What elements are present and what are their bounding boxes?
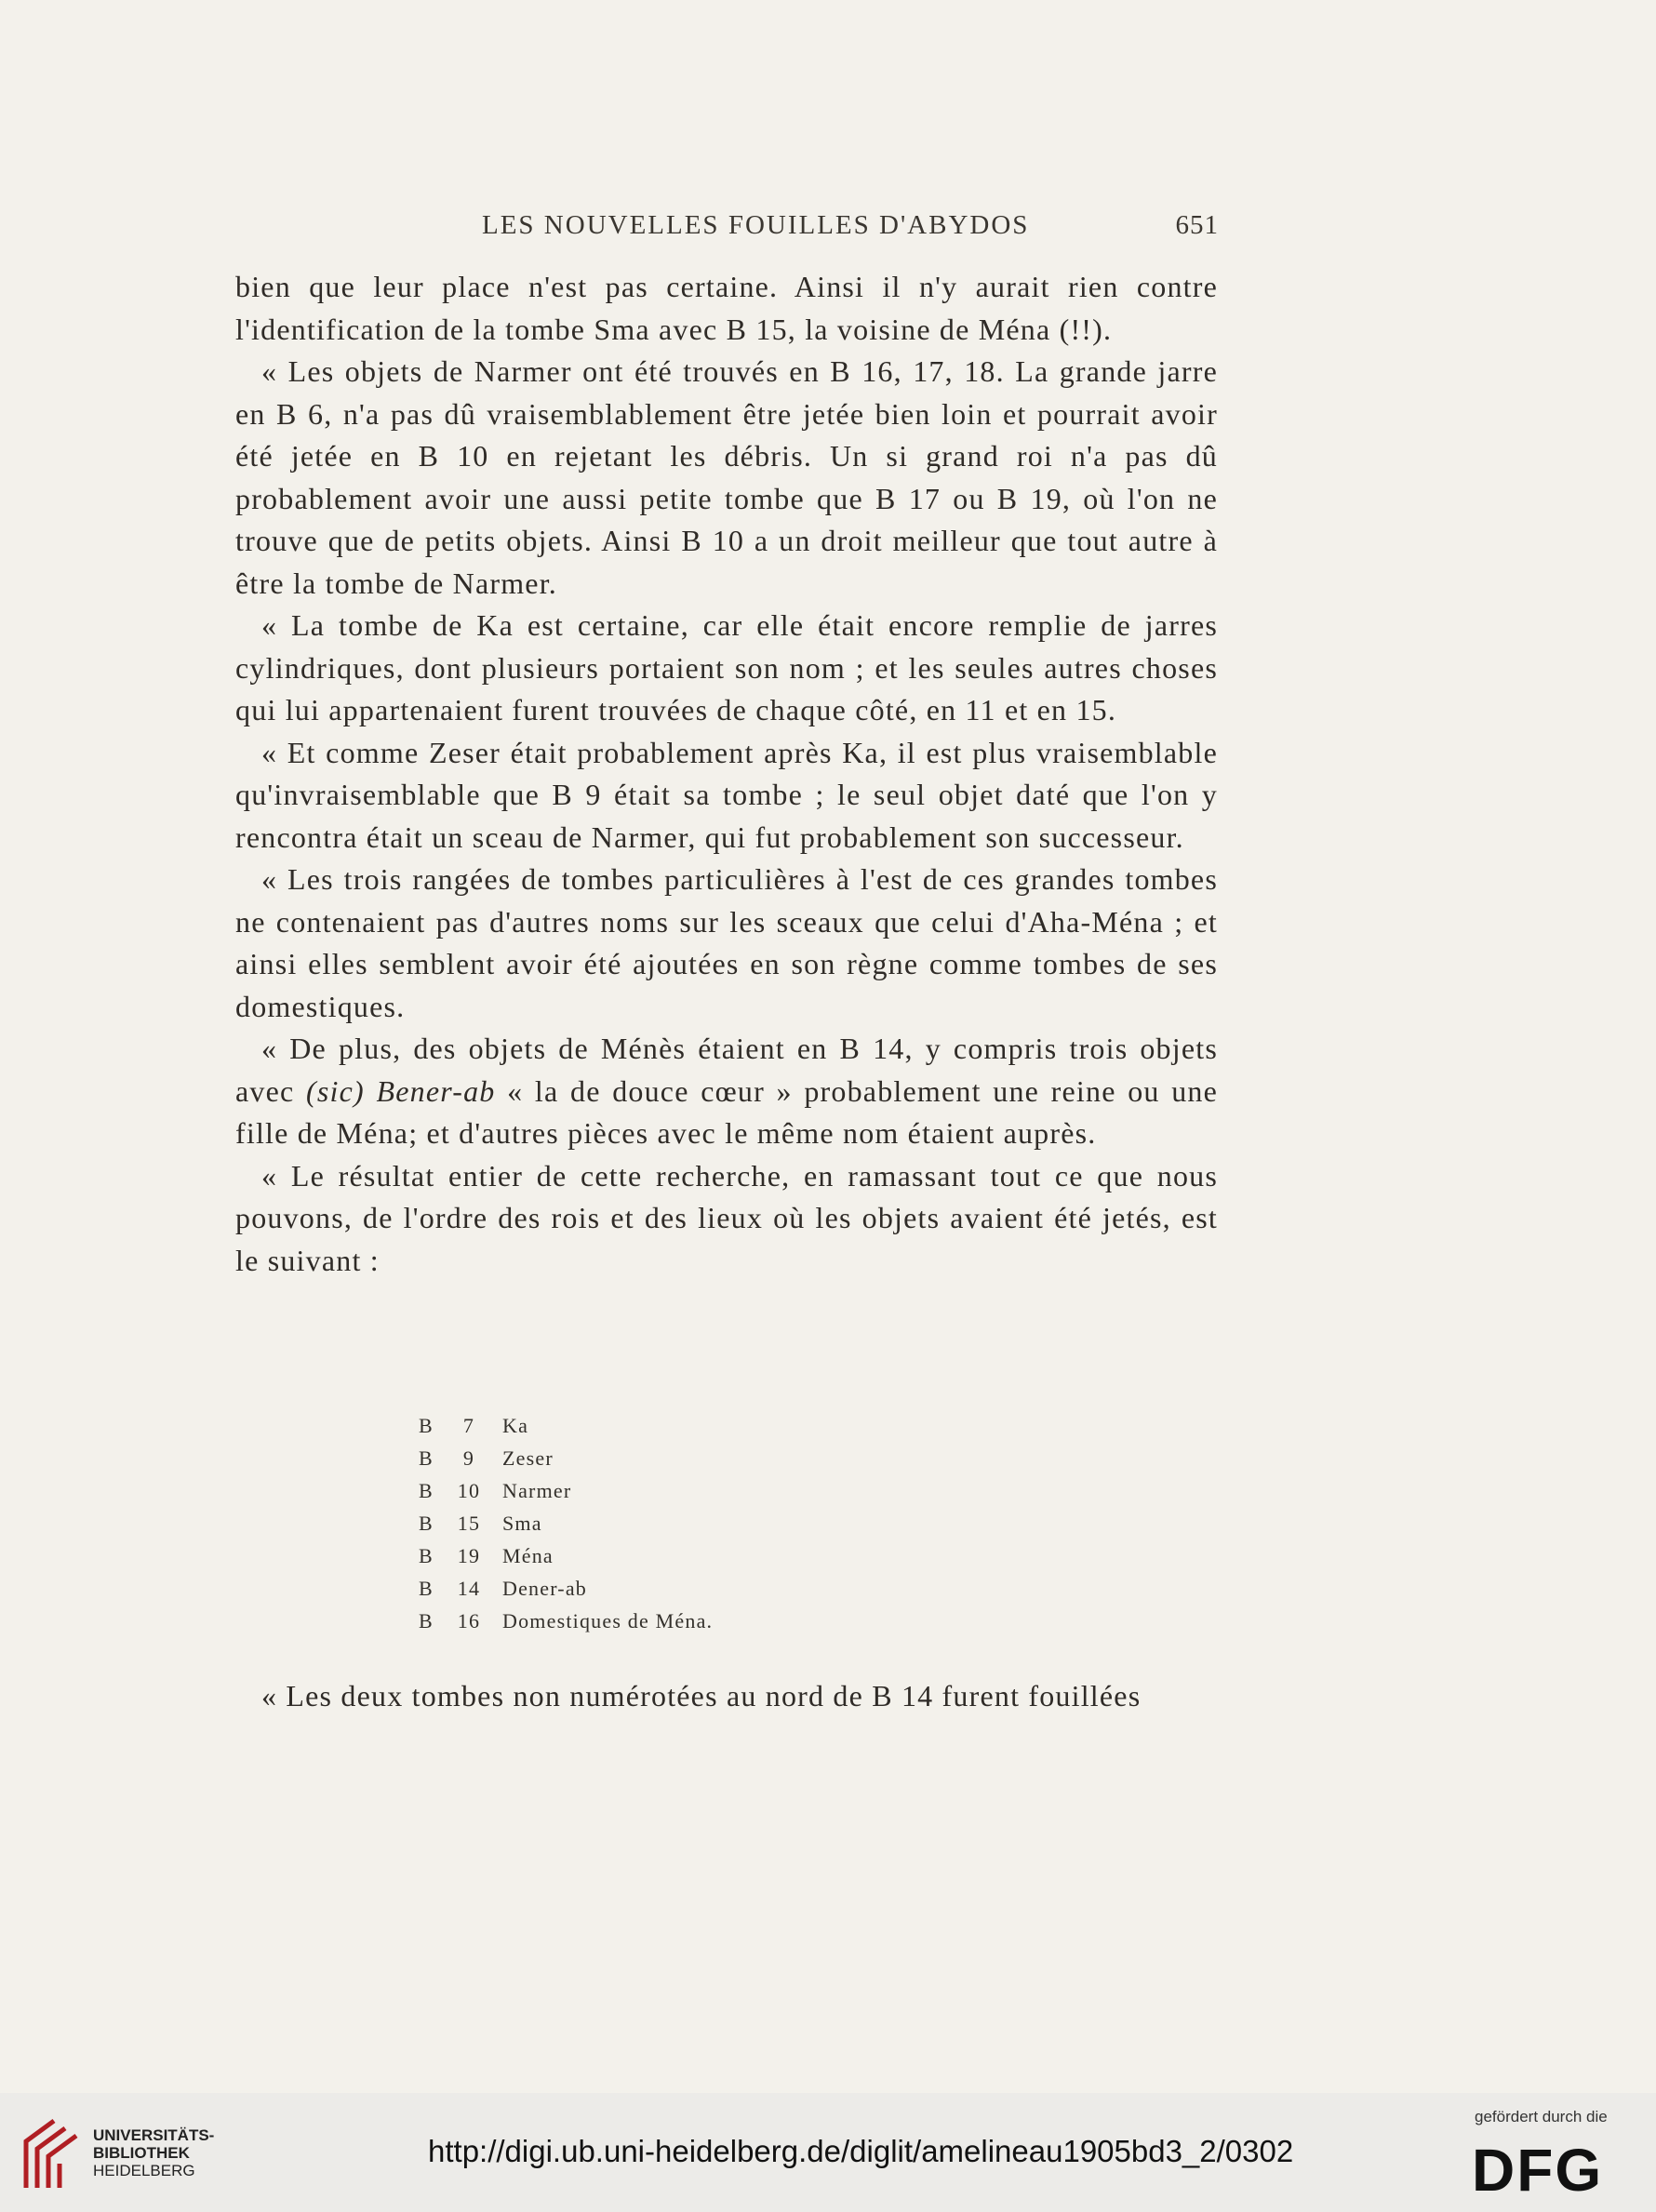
tomb-row [419, 1605, 713, 1637]
tomb-king: Ka [502, 1414, 529, 1437]
tomb-number: 10 [457, 1479, 481, 1502]
tomb-king: Zeser [502, 1446, 554, 1470]
tomb-letter: B [419, 1512, 434, 1535]
permalink-url[interactable]: http://digi.ub.uni-heidelberg.de/diglit/amelineau1905bd3_2/0302 [428, 2134, 1294, 2168]
library-name-line2: BIBLIOTHEK [93, 2144, 190, 2162]
tomb-letter: B [419, 1544, 434, 1567]
paragraph-6 [235, 1028, 1218, 1155]
tomb-letter: B [419, 1577, 434, 1600]
tomb-row [419, 1474, 713, 1507]
tomb-letter: B [419, 1479, 434, 1502]
tomb-king: Narmer [502, 1479, 572, 1502]
tomb-number: 14 [457, 1577, 481, 1600]
library-name-line3: HEIDELBERG [93, 2162, 195, 2179]
paragraph-2: « Les objets de Narmer ont été trouvés en B 16, 17, 18. La grande jarre en B 6, n'a pas dû vraisemblablement être jetée bien loin et pourrait avoir été jetée en B 10 en rejetant les débris. Un si grand roi n'a pas dû probablement avoir une aussi petite tombe que B 17 ou B 19, où l'on ne trouve que de petits objets. Ainsi B 10 a un droit meilleur que tout autre à être la tombe de Narmer. [235, 354, 1218, 600]
dfg-logo: DFG [1472, 2137, 1604, 2204]
funded-by-label: gefördert durch die [1475, 2108, 1608, 2125]
paragraph-7: « Le résultat entier de cette recherche, en ramassant tout ce que nous pouvons, de l'ordre des rois et des lieux où les objets avaient été jetés, est le suivant : [235, 1158, 1218, 1277]
tomb-king: Sma [502, 1512, 542, 1535]
library-name-line1: UNIVERSITÄTS- [93, 2126, 215, 2144]
continuation-line: « Les deux tombes non numérotées au nord de B 14 furent fouillées [261, 1679, 1142, 1712]
tomb-number: 7 [462, 1414, 475, 1437]
library-name [93, 2126, 214, 2179]
library-logo-icon [17, 2113, 82, 2192]
tomb-number: 19 [457, 1544, 481, 1567]
paragraph-4: « Et comme Zeser était probablement après Ka, il est plus vraisemblable qu'invraisemblable que B 9 était sa tombe ; le seul objet daté que l'on y rencontra était un sceau de Narmer, qui fut probablement son successeur. [235, 735, 1218, 854]
tomb-row [419, 1442, 713, 1474]
tomb-king: Ména [502, 1544, 554, 1567]
tomb-row [419, 1409, 713, 1442]
tomb-row [419, 1572, 713, 1605]
tomb-king: Dener-ab [502, 1577, 587, 1600]
tomb-row [419, 1507, 713, 1539]
tomb-row [419, 1539, 713, 1572]
tomb-number: 16 [457, 1609, 481, 1632]
tomb-letter: B [419, 1609, 434, 1632]
tomb-number: 15 [457, 1512, 481, 1535]
sic-note: (sic) [306, 1073, 365, 1108]
paragraph-3: « La tombe de Ka est certaine, car elle était encore remplie de jarres cylindriques, dont plusieurs portaient son nom ; et les seules autres choses qui lui appartenaient furent trouvées de chaque côté, en 11 et en 15. [235, 608, 1218, 726]
footer-bar [0, 2093, 1656, 2212]
paragraph-6-end: « la de douce cœur » probablement une reine ou une fille de Ména; et d'autres pièces avec le même nom étaient auprès. [235, 1073, 1219, 1150]
tomb-king: Domestiques de Ména. [502, 1609, 714, 1632]
tomb-letter: B [419, 1446, 434, 1470]
tomb-number: 9 [462, 1446, 475, 1470]
paragraph-1: bien que leur place n'est pas certaine. Ainsi il n'y aurait rien contre l'identification de la tombe Sma avec B 15, la voisine de Ména (!!). [235, 270, 1218, 346]
tomb-letter: B [419, 1414, 434, 1437]
page-number: 651 [1175, 210, 1219, 240]
paragraph-5: « Les trois rangées de tombes particulières à l'est de ces grandes tombes ne contenaient pas d'autres noms sur les sceaux que celui d'Aha-Ména ; et ainsi elles semblent avoir été ajoutées en son règne comme tombes de ses domestiques. [235, 862, 1218, 1023]
bener-ab-name: Bener-ab [376, 1073, 496, 1108]
body-text [235, 266, 1218, 1282]
running-title: LES NOUVELLES FOUILLES D'ABYDOS [482, 210, 1030, 240]
tomb-list [419, 1409, 713, 1637]
paragraph-6-start: « De plus, des objets de Ménès étaient en B 14, y compris trois objets avec [235, 1032, 1218, 1108]
